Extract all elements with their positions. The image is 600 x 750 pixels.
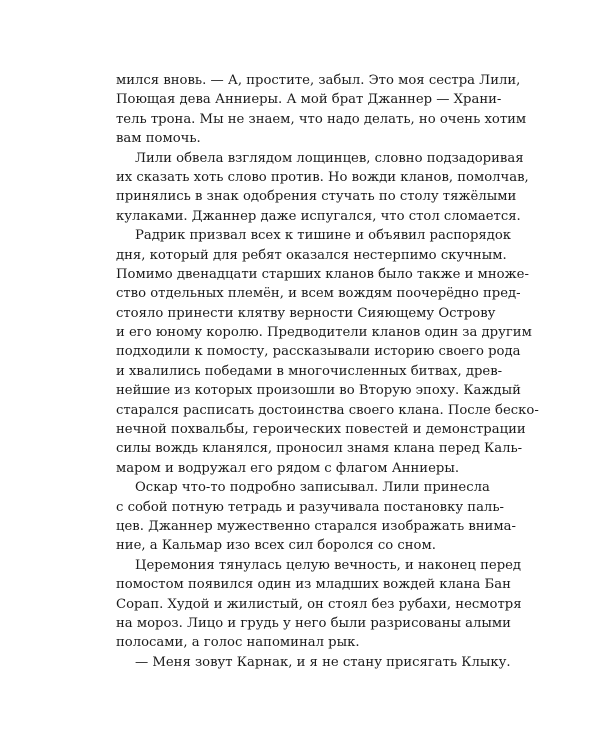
text-line: и его юному королю. Предводители кланов один за другим [116,325,532,341]
text-line: ство отдельных племён, и всем вождям поочерёдно пред- [116,286,521,302]
text-line: кулаками. Джаннер даже испугался, что стол сломается. [116,208,521,224]
text-line: Церемония тянулась целую вечность, и наконец перед [135,557,522,573]
text-line: ние, а Кальмар изо всех сил боролся со сном. [116,538,436,554]
body-text [116,71,539,672]
text-line: вам помочь. [116,131,201,147]
text-line: старался расписать достоинства своего клана. После беско- [116,402,539,418]
paragraph [116,149,529,227]
text-line: Лили обвела взглядом лощинцев, словно подзадоривая [135,150,524,166]
text-line: стояло принести клятву верности Сияющему Острову [116,305,496,321]
text-line: их сказать хоть слово против. Но вожди кланов, помолчав, [116,169,529,185]
text-line: Сорап. Худой и жилистый, он стоял без рубахи, несмотря [116,596,522,612]
paragraph [116,653,511,672]
text-line: подходили к помосту, рассказывали историю своего рода [116,344,521,360]
paragraph [116,556,522,653]
text-line: силы вождь кланялся, проносил знамя клана перед Каль- [116,441,523,457]
text-line: Радрик призвал всех к тишине и объявил распорядок [135,228,512,244]
paragraph [116,226,539,478]
text-line: и хвалились победами в многочисленных битвах, древ- [116,363,503,379]
text-line: Поющая дева Анниеры. А мой брат Джаннер — Храни- [116,92,502,108]
text-line: Помимо двенадцати старших кланов было также и множе- [116,266,529,282]
paragraph [116,71,527,149]
text-line: цев. Джаннер мужественно старался изображать внима- [116,518,516,534]
text-line: — Меня зовут Карнак, и я не стану присягать Клыку. [135,654,511,670]
paragraph [116,478,516,556]
text-line: тель трона. Мы не знаем, что надо делать, но очень хотим [116,111,527,127]
text-line: с собой потную тетрадь и разучивала постановку паль- [116,499,504,515]
text-line: маром и водружал его рядом с флагом Анниеры. [116,460,460,476]
text-line: нейшие из которых произошли во Вторую эпоху. Каждый [116,383,521,399]
text-line: Оскар что-то подробно записывал. Лили принесла [135,480,490,496]
text-line: полосами, а голос напоминал рык. [116,635,360,651]
text-line: мился вновь. — А, простите, забыл. Это моя сестра Лили, [116,73,521,88]
text-line: помостом появился один из младших вождей клана Бан [116,577,511,593]
text-line: нечной похвальбы, героических повестей и демонстрации [116,422,526,438]
text-line: дня, который для ребят оказался нестерпимо скучным. [116,247,507,263]
text-line: на мороз. Лицо и грудь у него были разрисованы алыми [116,615,511,631]
text-line: принялись в знак одобрения стучать по столу тяжёлыми [116,189,517,205]
